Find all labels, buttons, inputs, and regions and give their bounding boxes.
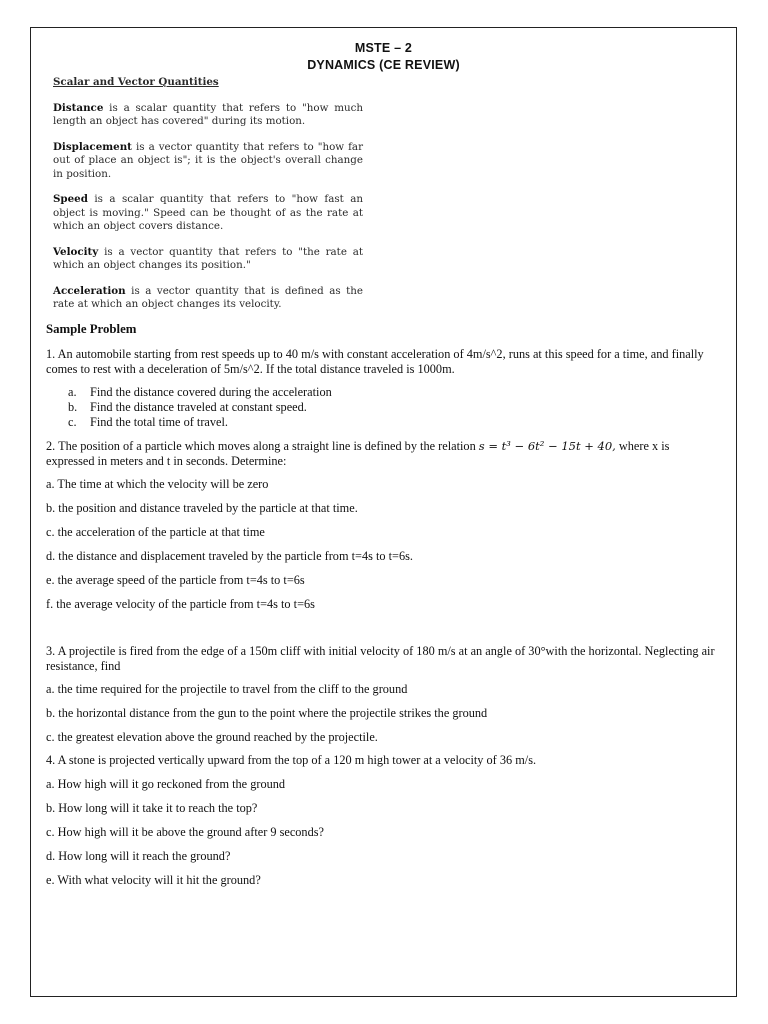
problem-3-item-a: a. the time required for the projectile to travel from the cliff to the ground (46, 682, 408, 696)
problem-4-item-e: e. With what velocity will it hit the ground? (46, 873, 261, 887)
definition-velocity: Velocity is a vector quantity that refers to "the rate at which an object changes its position." (53, 245, 363, 271)
problem-3-item-c: c. the greatest elevation above the ground reached by the projectile. (46, 730, 378, 744)
problem-1-text: 1. An automobile starting from rest speeds up to 40 m/s with constant acceleration of 4m/s^2, runs at this speed for a time, and finally comes to rest with a deceleration of 5m/s^2. If the total distance traveled is 1000m. (46, 347, 704, 376)
list-item: c. Find the total time of travel. (68, 415, 228, 429)
doc-title-line2: DYNAMICS (CE REVIEW) (307, 58, 460, 72)
definitions-box (53, 76, 363, 324)
definition-speed: Speed is a scalar quantity that refers to "how fast an object is moving." Speed can be thought of as the rate at which an object covers distance. (53, 193, 363, 232)
definition-displacement: Displacement is a vector quantity that refers to "how far out of place an object is"; it is the object's overall change in position. (53, 140, 363, 180)
problem-2-item-a: a. The time at which the velocity will be zero (46, 477, 269, 491)
problem-1-list (68, 385, 332, 430)
problem-3-text: 3. A projectile is fired from the edge of a 150m cliff with initial velocity of 180 m/s at an angle of 30°with the horizontal. Neglecting air resistance, find (46, 644, 715, 673)
sample-problem-heading: Sample Problem (46, 322, 137, 336)
problem-4-item-b: b. How long will it take it to reach the top? (46, 801, 258, 815)
problem-4-item-c: c. How high will it be above the ground after 9 seconds? (46, 825, 324, 839)
problem-2-item-f: f. the average velocity of the particle from t=4s to t=6s (46, 597, 315, 611)
problem-3-item-b: b. the horizontal distance from the gun to the point where the projectile strikes the ground (46, 706, 488, 720)
problem-2-item-b: b. the position and distance traveled by the particle at that time. (46, 501, 358, 515)
problem-2-text: 2. The position of a particle which moves along a straight line is defined by the relation s = t³ − 6t² − 15t + 40, where x is expressed in meters and t in seconds. Determine: (46, 439, 670, 468)
definition-acceleration: Acceleration is a vector quantity that is defined as the rate at which an object changes its velocity. (53, 284, 363, 310)
problem-2-item-d: d. the distance and displacement traveled by the particle from t=4s to t=6s. (46, 549, 413, 563)
list-item: b. Find the distance traveled at constant speed. (68, 400, 307, 414)
problem-2-item-c: c. the acceleration of the particle at that time (46, 525, 265, 539)
problem-4-item-d: d. How long will it reach the ground? (46, 849, 231, 863)
page-frame (30, 27, 737, 997)
definition-distance: Distance is a scalar quantity that refers to "how much length an object has covered" during its motion. (53, 101, 363, 127)
list-item: a. Find the distance covered during the acceleration (68, 385, 332, 399)
position-formula: s = t³ − 6t² − 15t + 40, (478, 439, 616, 453)
definitions-title: Scalar and Vector Quantities (53, 76, 219, 88)
problem-2-item-e: e. the average speed of the particle from t=4s to t=6s (46, 573, 305, 587)
problem-4-text: 4. A stone is projected vertically upward from the top of a 120 m high tower at a velocity of 36 m/s. (46, 753, 537, 767)
problem-4-item-a: a. How high will it go reckoned from the ground (46, 777, 286, 791)
doc-title-line1: MSTE – 2 (354, 41, 413, 55)
